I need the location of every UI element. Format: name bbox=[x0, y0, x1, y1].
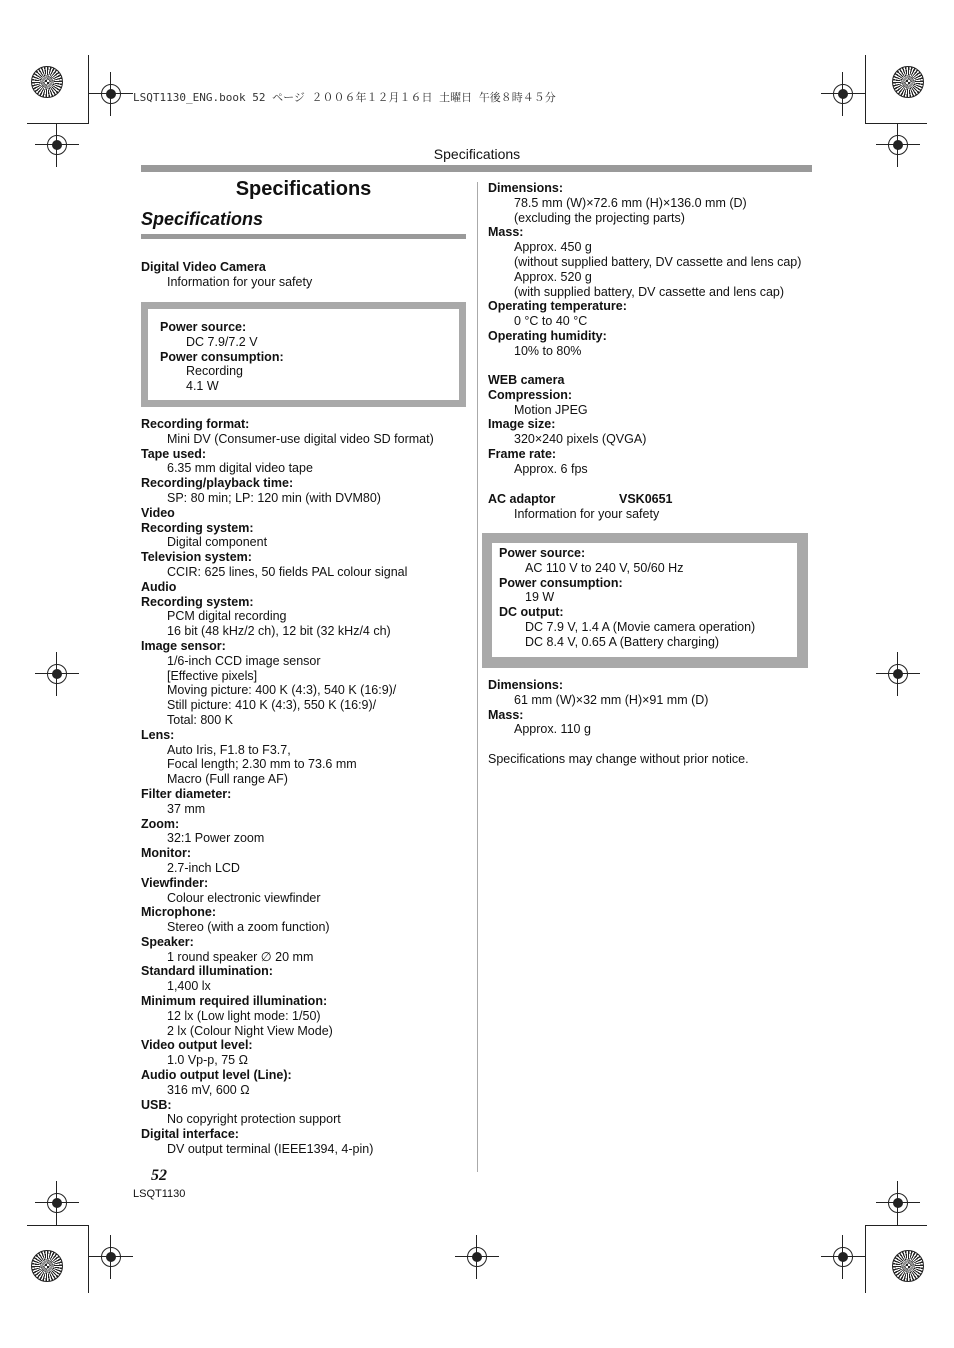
spec-value: 2.7-inch LCD bbox=[167, 860, 240, 875]
spec-value: Moving picture: 400 K (4:3), 540 K (16:9)/ bbox=[167, 683, 397, 698]
column-divider bbox=[477, 182, 478, 1172]
spec-value: Approx. 520 g bbox=[514, 269, 592, 284]
spec-label: Power source: bbox=[499, 546, 586, 560]
spec-label: Monitor: bbox=[141, 846, 191, 861]
spec-value: Information for your safety bbox=[167, 274, 313, 289]
ac-adaptor-model: VSK0651 bbox=[619, 492, 673, 506]
spec-value: 320×240 pixels (QVGA) bbox=[514, 432, 647, 447]
spec-value: 2 lx (Colour Night View Mode) bbox=[167, 1023, 333, 1038]
trim-line bbox=[865, 123, 927, 124]
print-header: LSQT1130_ENG.book 52 ページ ２００６年１２月１６日 土曜日 午後８時４５分 bbox=[133, 91, 556, 104]
spec-label: Minimum required illumination: bbox=[141, 994, 328, 1009]
spec-value: AC 110 V to 240 V, 50/60 Hz bbox=[525, 560, 684, 575]
spec-value: Mini DV (Consumer-use digital video SD format) bbox=[167, 431, 434, 446]
spec-label: Television system: bbox=[141, 550, 252, 565]
spec-label: Audio output level (Line): bbox=[141, 1068, 292, 1083]
ac-adaptor-note: Information for your safety bbox=[514, 506, 660, 521]
spec-value: PCM digital recording bbox=[167, 609, 287, 624]
spec-value: Auto Iris, F1.8 to F3.7, bbox=[167, 742, 291, 757]
spec-label: Power consumption: bbox=[160, 349, 284, 364]
spec-label: WEB camera bbox=[488, 373, 565, 387]
spec-label: Mass: bbox=[488, 707, 524, 722]
spec-label: Image size: bbox=[488, 417, 556, 432]
spec-label: Dimensions: bbox=[488, 181, 564, 195]
spec-value: Approx. 6 fps bbox=[514, 461, 588, 476]
spec-label: Operating humidity: bbox=[488, 328, 607, 343]
spec-value: Recording bbox=[186, 364, 243, 379]
spec-value: CCIR: 625 lines, 50 fields PAL colour signal bbox=[167, 564, 408, 579]
registration-star-icon bbox=[892, 1250, 924, 1282]
spec-value: 1 round speaker ∅ 20 mm bbox=[167, 949, 314, 964]
spec-value: DC 7.9 V, 1.4 A (Movie camera operation) bbox=[525, 619, 756, 634]
crosshair-mark-icon bbox=[884, 660, 912, 688]
spec-value: 10% to 80% bbox=[514, 343, 582, 358]
spec-label: Frame rate: bbox=[488, 446, 557, 461]
trim-line bbox=[865, 1225, 866, 1293]
trim-line bbox=[27, 123, 89, 124]
spec-label: Audio bbox=[141, 579, 177, 594]
crosshair-mark-icon bbox=[463, 1243, 491, 1271]
spec-label: Standard illumination: bbox=[141, 964, 273, 979]
spec-value: Still picture: 410 K (4:3), 550 K (16:9)/ bbox=[167, 698, 377, 713]
spec-label: Microphone: bbox=[141, 905, 216, 920]
spec-value: 12 lx (Low light mode: 1/50) bbox=[167, 1008, 321, 1023]
spec-value: Motion JPEG bbox=[514, 402, 588, 417]
spec-value: DV output terminal (IEEE1394, 4-pin) bbox=[167, 1142, 374, 1157]
spec-label: Compression: bbox=[488, 387, 573, 402]
spec-value: (without supplied battery, DV cassette and lens cap) bbox=[514, 254, 802, 269]
spec-label: Digital interface: bbox=[141, 1127, 239, 1142]
document-code: LSQT1130 bbox=[133, 1188, 186, 1200]
spec-label: Viewfinder: bbox=[141, 875, 209, 890]
spec-value: 1,400 lx bbox=[167, 979, 211, 994]
camera-intro bbox=[141, 260, 312, 290]
spec-value: (excluding the projecting parts) bbox=[514, 210, 685, 225]
camera-specs-list bbox=[141, 417, 434, 1157]
ac-adaptor-heading bbox=[488, 492, 673, 522]
spec-label: Recording system: bbox=[141, 594, 254, 609]
spec-label: Recording/playback time: bbox=[141, 476, 294, 491]
spec-label: USB: bbox=[141, 1097, 172, 1112]
spec-value: DC 8.4 V, 0.65 A (Battery charging) bbox=[525, 634, 720, 649]
spec-value: Approx. 450 g bbox=[514, 240, 592, 255]
spec-label: Zoom: bbox=[141, 816, 180, 831]
crosshair-mark-icon bbox=[829, 1243, 857, 1271]
page-number: 52 bbox=[151, 1167, 167, 1184]
spec-label: Dimensions: bbox=[488, 678, 564, 692]
web-camera-specs bbox=[488, 373, 646, 477]
spec-value: Total: 800 K bbox=[167, 712, 234, 727]
crosshair-mark-icon bbox=[829, 80, 857, 108]
spec-value: DC 7.9/7.2 V bbox=[186, 334, 258, 349]
spec-label: Lens: bbox=[141, 727, 175, 742]
trim-line bbox=[88, 1225, 89, 1293]
spec-value: Colour electronic viewfinder bbox=[167, 890, 321, 905]
spec-value: 1/6-inch CCD image sensor bbox=[167, 653, 321, 668]
footer-note: Specifications may change without prior notice. bbox=[488, 752, 749, 766]
spec-label: Speaker: bbox=[141, 934, 194, 949]
camera-physical-specs bbox=[488, 181, 801, 359]
trim-line bbox=[27, 1225, 89, 1226]
spec-value: 78.5 mm (W)×72.6 mm (H)×136.0 mm (D) bbox=[514, 195, 747, 210]
registration-star-icon bbox=[31, 1250, 63, 1282]
crosshair-mark-icon bbox=[884, 1189, 912, 1217]
spec-value: No copyright protection support bbox=[167, 1112, 341, 1127]
registration-star-icon bbox=[31, 66, 63, 98]
spec-label: Digital Video Camera bbox=[141, 260, 266, 274]
crosshair-mark-icon bbox=[43, 1189, 71, 1217]
spec-value: 4.1 W bbox=[186, 379, 219, 394]
header-rule bbox=[141, 165, 812, 172]
spec-value: Macro (Full range AF) bbox=[167, 772, 288, 787]
spec-value: Focal length; 2.30 mm to 73.6 mm bbox=[167, 757, 357, 772]
spec-label: Filter diameter: bbox=[141, 786, 232, 801]
crosshair-mark-icon bbox=[97, 1243, 125, 1271]
registration-star-icon bbox=[892, 66, 924, 98]
ac-adaptor-label: AC adaptor bbox=[488, 492, 556, 506]
spec-value: Approx. 110 g bbox=[514, 722, 591, 737]
spec-value: 16 bit (48 kHz/2 ch), 12 bit (32 kHz/4 ch) bbox=[167, 624, 391, 639]
spec-label: Image sensor: bbox=[141, 638, 226, 653]
spec-label: Video bbox=[141, 505, 175, 520]
running-title: Specifications bbox=[433, 146, 521, 162]
page-title: Specifications bbox=[235, 178, 372, 200]
adaptor-physical-specs bbox=[488, 678, 708, 737]
spec-value: 6.35 mm digital video tape bbox=[167, 461, 313, 476]
adaptor-power-box-content bbox=[492, 543, 797, 657]
spec-label: Power source: bbox=[160, 320, 247, 334]
spec-value: 32:1 Power zoom bbox=[167, 831, 265, 846]
section-rule bbox=[141, 234, 466, 239]
spec-value: 19 W bbox=[525, 590, 555, 605]
spec-value: Stereo (with a zoom function) bbox=[167, 920, 330, 935]
spec-value: 0 °C to 40 °C bbox=[514, 314, 588, 329]
spec-label: Recording format: bbox=[141, 417, 250, 431]
spec-value: 1.0 Vp-p, 75 Ω bbox=[167, 1053, 248, 1068]
spec-value: 37 mm bbox=[167, 801, 206, 816]
crosshair-mark-icon bbox=[43, 660, 71, 688]
spec-value: Digital component bbox=[167, 535, 268, 550]
trim-line bbox=[88, 55, 89, 123]
spec-label: DC output: bbox=[499, 605, 564, 620]
spec-label: Tape used: bbox=[141, 446, 207, 461]
trim-line bbox=[865, 55, 866, 123]
spec-value: 61 mm (W)×32 mm (H)×91 mm (D) bbox=[514, 692, 709, 707]
spec-label: Recording system: bbox=[141, 520, 254, 535]
section-title: Specifications bbox=[141, 209, 264, 229]
camera-power-box-content bbox=[148, 309, 459, 400]
spec-label: Mass: bbox=[488, 225, 524, 240]
spec-label: Video output level: bbox=[141, 1038, 253, 1053]
spec-value: 316 mV, 600 Ω bbox=[167, 1082, 250, 1097]
spec-value: SP: 80 min; LP: 120 min (with DVM80) bbox=[167, 490, 381, 505]
crosshair-mark-icon bbox=[97, 80, 125, 108]
camera-power-box bbox=[141, 302, 466, 407]
trim-line bbox=[865, 1225, 927, 1226]
spec-label: Operating temperature: bbox=[488, 299, 627, 314]
spec-label: Power consumption: bbox=[499, 575, 623, 590]
spec-value: (with supplied battery, DV cassette and lens cap) bbox=[514, 284, 785, 299]
spec-value: [Effective pixels] bbox=[167, 668, 258, 683]
adaptor-power-box bbox=[482, 533, 808, 668]
